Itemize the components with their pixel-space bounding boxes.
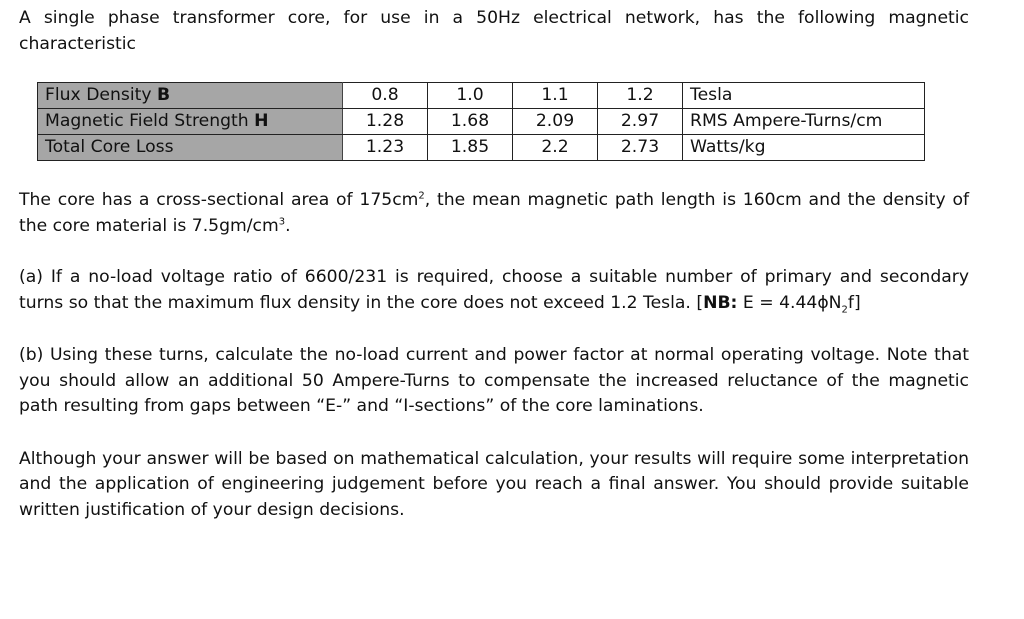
- table-cell: 1.0: [428, 83, 513, 109]
- table-cell: 2.2: [513, 135, 598, 161]
- question-b-paragraph: (b) Using these turns, calculate the no-load current and power factor at normal operating voltage. Note that you should allow an additional 50 Ampere-Turns to compensate the increased reluctance of the magnetic path resulting from gaps between “E-” and “I-sections” of the core laminations.: [19, 345, 969, 416]
- row-label-core-loss: [38, 135, 343, 161]
- row-unit: Watts/kg: [683, 135, 925, 161]
- table-row-field-strength: [38, 109, 925, 135]
- row-label-symbol: B: [157, 85, 171, 105]
- row-unit: RMS Ampere-Turns/cm: [683, 109, 925, 135]
- question-a-paragraph: (a) If a no-load voltage ratio of 6600/231 is required, choose a suitable number of primary and secondary turns so that the maximum flux density in the core does not exceed 1.2 Tesla. [NB: $E = 4.44\phi N_2f$]: [19, 267, 969, 315]
- closing-paragraph: Although your answer will be based on mathematical calculation, your results will require some interpretation and the application of engineering judgement before you reach a final answer. You should provide suitable written justification of your design decisions.: [19, 448, 969, 520]
- table-row-flux-density: [38, 83, 925, 109]
- document-page: [19, 6, 969, 523]
- intro-paragraph: A single phase transformer core, for use in a 50Hz electrical network, has the following magnetic characteristic: [19, 8, 969, 54]
- table-cell: 1.28: [343, 109, 428, 135]
- row-label-text: Magnetic Field Strength: [45, 111, 255, 131]
- magnetic-characteristic-table-wrapper: [37, 82, 969, 161]
- core-description-paragraph: The core has a cross-sectional area of $175cm^2$, the mean magnetic path length is 160cm and the density of the core material is $7.5gm/cm^3$.: [19, 190, 970, 236]
- table-cell: 1.1: [513, 83, 598, 109]
- table-cell: 1.2: [598, 83, 683, 109]
- row-label-text: Flux Density: [45, 85, 157, 105]
- row-label-flux-density: [38, 83, 343, 109]
- table-cell: 2.97: [598, 109, 683, 135]
- row-label-field-strength: [38, 109, 343, 135]
- table-cell: 2.09: [513, 109, 598, 135]
- row-unit: Tesla: [683, 83, 925, 109]
- table-row-core-loss: [38, 135, 925, 161]
- table-cell: 1.23: [343, 135, 428, 161]
- magnetic-characteristic-table: [37, 82, 925, 161]
- table-cell: 1.68: [428, 109, 513, 135]
- row-label-symbol: H: [254, 111, 269, 131]
- table-cell: 0.8: [343, 83, 428, 109]
- row-label-text: Total Core Loss: [45, 137, 174, 157]
- table-cell: 1.85: [428, 135, 513, 161]
- table-cell: 2.73: [598, 135, 683, 161]
